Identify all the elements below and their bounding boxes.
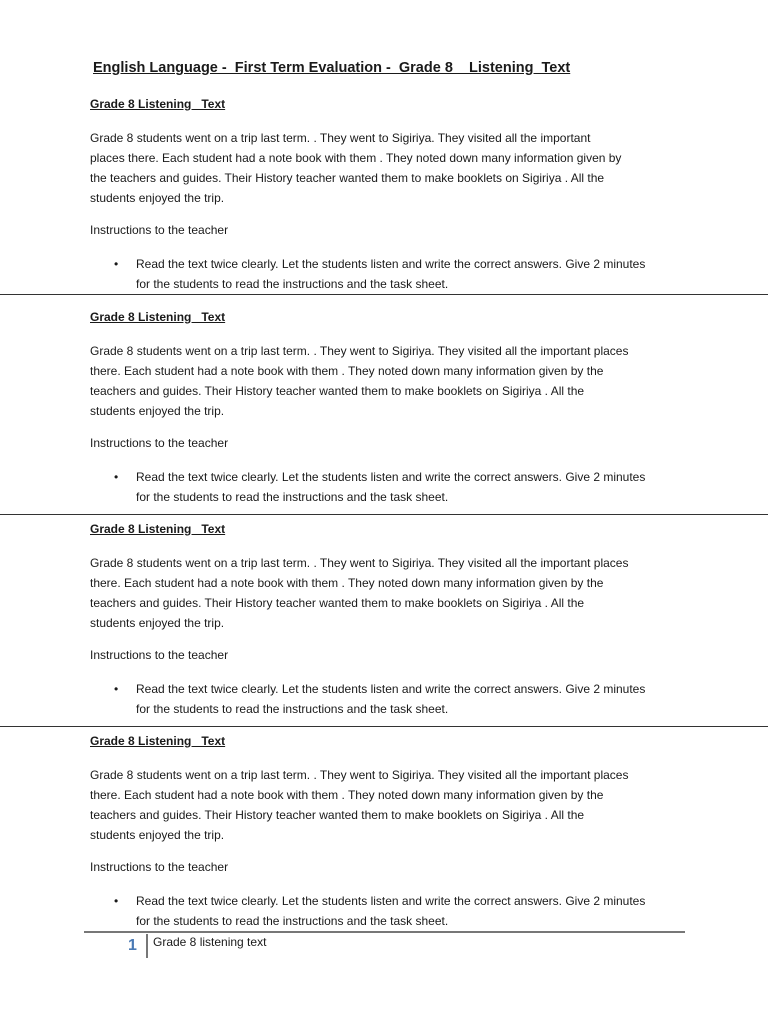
instructions-label: Instructions to the teacher bbox=[90, 436, 229, 450]
section-heading: Grade 8 Listening Text bbox=[90, 734, 226, 748]
instruction-bullet bbox=[90, 254, 690, 294]
section-body: Grade 8 students went on a trip last term. . They went to Sigiriya. They visited all the important places there. Each student had a note book with them . They noted down many information given by the teachers and guides. Their History teacher wanted them to make booklets on Sigiriya . All the students enjoyed the trip. bbox=[90, 768, 629, 842]
bullet-icon: • bbox=[114, 894, 119, 908]
bullet-text: Read the text twice clearly. Let the students listen and write the correct answers. Give 2 minutes for the students to read the instructions and the task sheet. bbox=[136, 682, 646, 716]
section-separator bbox=[0, 294, 768, 295]
instructions-label: Instructions to the teacher bbox=[90, 648, 229, 662]
bullet-text: Read the text twice clearly. Let the students listen and write the correct answers. Give 2 minutes for the students to read the instructions and the task sheet. bbox=[136, 894, 646, 928]
section-separator bbox=[0, 514, 768, 515]
listening-section-4 bbox=[90, 733, 690, 931]
bullet-icon: • bbox=[114, 257, 119, 271]
section-separator bbox=[0, 726, 768, 727]
instruction-bullet bbox=[90, 891, 690, 931]
bullet-text: Read the text twice clearly. Let the students listen and write the correct answers. Give 2 minutes for the students to read the instructions and the task sheet. bbox=[136, 257, 646, 291]
footer-text: Grade 8 listening text bbox=[153, 935, 267, 949]
section-body: Grade 8 students went on a trip last term. . They went to Sigiriya. They visited all the important places there. Each student had a note book with them . They noted down many information given by the teachers and guides. Their History teacher wanted them to make booklets on Sigiriya . All the students enjoyed the trip. bbox=[90, 131, 622, 205]
footer-rule bbox=[84, 931, 685, 933]
section-heading: Grade 8 Listening Text bbox=[90, 97, 226, 111]
section-heading: Grade 8 Listening Text bbox=[90, 310, 226, 324]
instructions-label: Instructions to the teacher bbox=[90, 223, 229, 237]
section-body: Grade 8 students went on a trip last term. . They went to Sigiriya. They visited all the important places there. Each student had a note book with them . They noted down many information given by the teachers and guides. Their History teacher wanted them to make booklets on Sigiriya . All the students enjoyed the trip. bbox=[90, 344, 629, 418]
page-title: English Language - First Term Evaluation - Grade 8 Listening Text bbox=[93, 60, 571, 76]
instructions-label: Instructions to the teacher bbox=[90, 860, 229, 874]
section-body: Grade 8 students went on a trip last term. . They went to Sigiriya. They visited all the important places there. Each student had a note book with them . They noted down many information given by the teachers and guides. Their History teacher wanted them to make booklets on Sigiriya . All the students enjoyed the trip. bbox=[90, 556, 629, 630]
footer-page-number: 1 bbox=[128, 937, 137, 954]
footer-divider bbox=[146, 934, 148, 958]
section-heading: Grade 8 Listening Text bbox=[90, 522, 226, 536]
bullet-icon: • bbox=[114, 682, 119, 696]
instruction-bullet bbox=[90, 679, 690, 719]
instruction-bullet bbox=[90, 467, 690, 507]
listening-section-3 bbox=[90, 521, 690, 719]
bullet-icon: • bbox=[114, 470, 119, 484]
listening-section-1 bbox=[90, 96, 690, 294]
bullet-text: Read the text twice clearly. Let the students listen and write the correct answers. Give 2 minutes for the students to read the instructions and the task sheet. bbox=[136, 470, 646, 504]
listening-section-2 bbox=[90, 309, 690, 507]
